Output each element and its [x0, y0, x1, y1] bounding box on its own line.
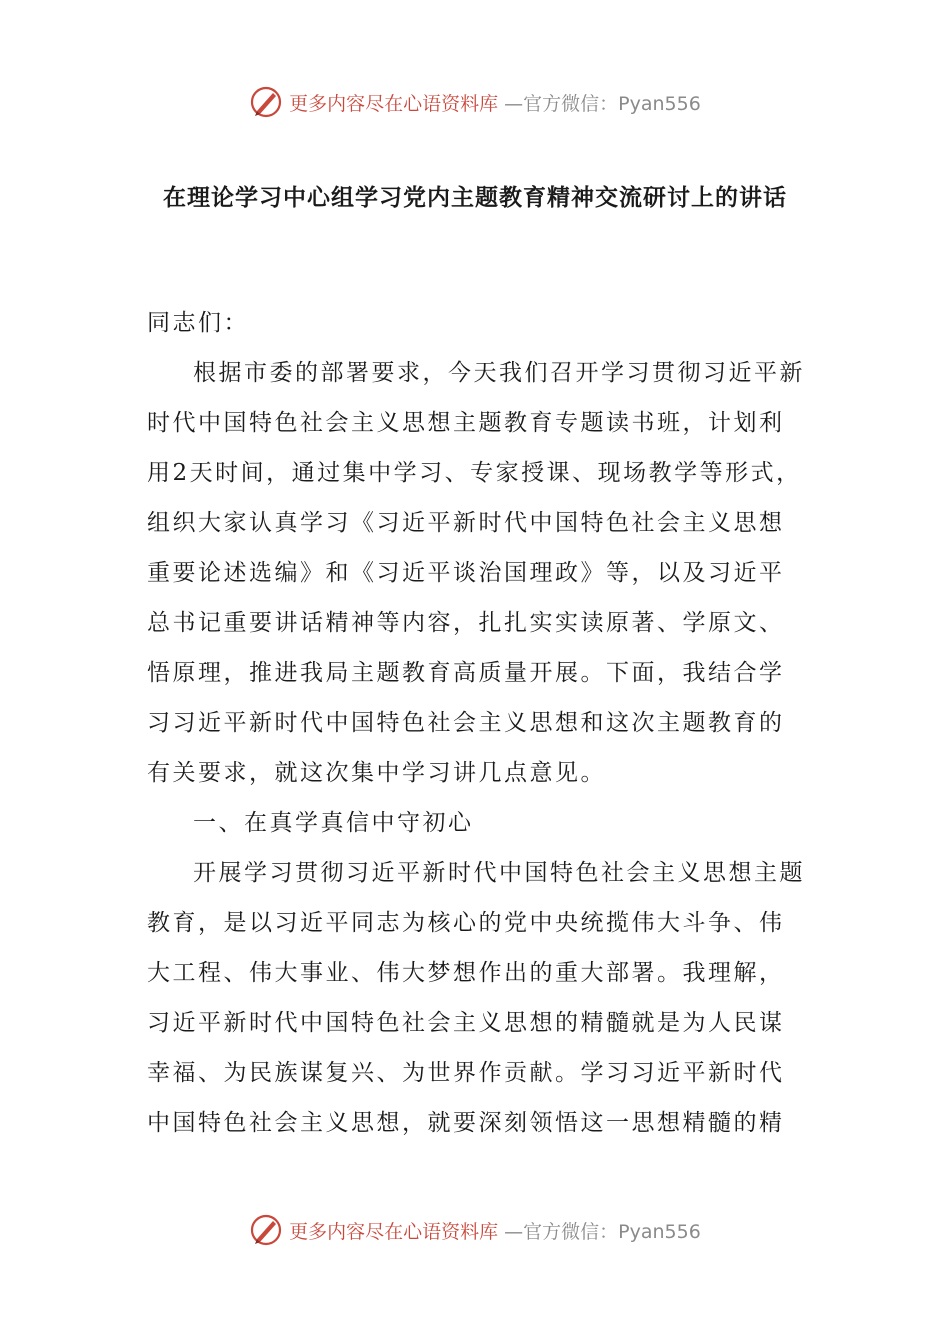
- banner-gray-text: —官方微信：Pyan556: [504, 92, 701, 115]
- page-title: 在理论学习中心组学习党内主题教育精神交流研讨上的讲话: [163, 185, 787, 211]
- banner-red-text: 更多内容尽在心语资料库: [289, 92, 499, 115]
- salutation: 同志们：: [147, 310, 249, 336]
- section-heading-1: 一、在真学真信中守初心: [193, 810, 474, 836]
- pen-logo-icon: [249, 1213, 283, 1247]
- header-banner: [0, 82, 950, 122]
- footer-banner: [0, 1210, 950, 1250]
- document-body: [147, 298, 807, 1148]
- banner-gray-text: —官方微信：Pyan556: [504, 1220, 701, 1243]
- banner-red-text: 更多内容尽在心语资料库: [289, 1220, 499, 1243]
- pen-logo-icon: [249, 85, 283, 119]
- paragraph-1: 根据市委的部署要求，今天我们召开学习贯彻习近平新时代中国特色社会主义思想主题教育专题读书班，计划利用2天时间，通过集中学习、专家授课、现场教学等形式，组织大家认真学习《习近平新时代中国特色社会主义思想重要论述选编》和《习近平谈治国理政》等，以及习近平总书记重要讲话精神等内容，扎扎实实读原著、学原文、悟原理，推进我局主题教育高质量开展。下面，我结合学习习近平新时代中国特色社会主义思想和这次主题教育的有关要求，就这次集中学习讲几点意见。: [147, 360, 805, 786]
- paragraph-2: 开展学习贯彻习近平新时代中国特色社会主义思想主题教育，是以习近平同志为核心的党中央统揽伟大斗争、伟大工程、伟大事业、伟大梦想作出的重大部署。我理解，习近平新时代中国特色社会主义思想的精髓就是为人民谋幸福、为民族谋复兴、为世界作贡献。学习习近平新时代中国特色社会主义思想，就要深刻领悟这一思想精髓的精: [147, 860, 805, 1136]
